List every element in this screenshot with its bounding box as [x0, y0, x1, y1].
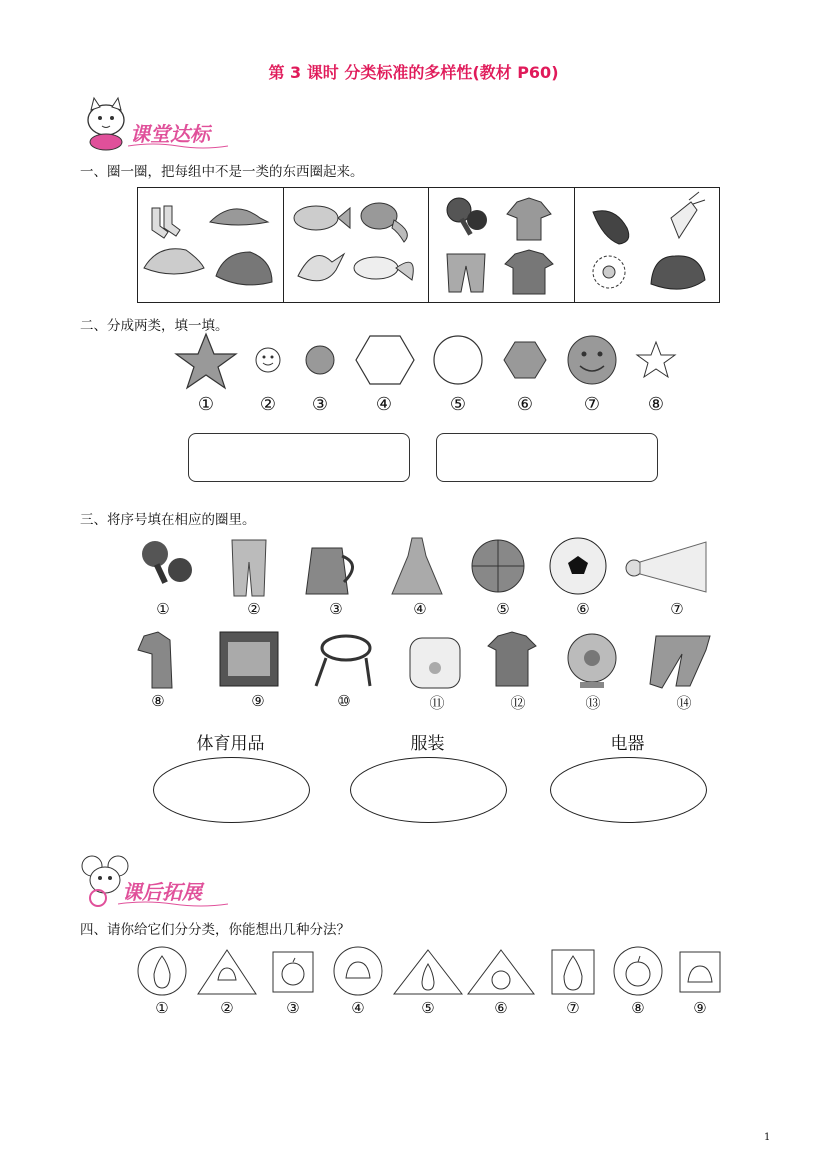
item-number: ②	[247, 600, 261, 618]
star-large-shape[interactable]	[176, 334, 236, 388]
fruit-number: ⑧	[631, 999, 645, 1017]
pants-icon[interactable]	[447, 254, 485, 292]
radish-icon[interactable]	[671, 192, 705, 238]
basketball-icon[interactable]	[472, 540, 524, 592]
fruit-number: ⑦	[566, 999, 580, 1017]
category-label-appliances: 电器	[610, 734, 645, 754]
fruit-number: ⑤	[421, 999, 435, 1017]
q4-fruit-shapes	[130, 944, 730, 1000]
tshirt-icon[interactable]	[505, 250, 553, 294]
q1-group-1	[138, 188, 284, 302]
question-4: 四、请你给它们分分类，你能想出几种分法？	[80, 922, 350, 938]
question-3: 三、将序号填在相应的圈里。	[80, 512, 256, 528]
fish-icon[interactable]	[294, 206, 350, 230]
smiley-large-shape[interactable]	[568, 336, 616, 384]
item-number: ⑨	[251, 692, 265, 710]
sweater-icon[interactable]	[507, 198, 551, 240]
q1-group-4	[575, 188, 720, 302]
shape-number: ⑥	[516, 394, 534, 415]
shape-number: ⑤	[449, 394, 467, 415]
soccer-ball-icon[interactable]	[550, 538, 606, 594]
dove-icon[interactable]	[298, 254, 344, 281]
shape-number: ④	[375, 394, 393, 415]
item-number: ⑤	[496, 600, 510, 618]
q3-row-1-pictures	[130, 534, 720, 604]
cabbage-icon[interactable]	[651, 256, 705, 289]
q1-group-2	[284, 188, 430, 302]
rice-cooker-icon[interactable]	[410, 638, 460, 688]
shape-number: ⑦	[583, 394, 601, 415]
q1-group-3	[429, 188, 575, 302]
category-label-clothing: 服装	[410, 734, 445, 754]
item-number: ①	[156, 600, 170, 618]
hexagon-small-gray-shape[interactable]	[504, 342, 546, 378]
socks-icon[interactable]	[152, 206, 180, 238]
pants-icon[interactable]	[650, 636, 710, 688]
page-number: 1	[764, 1132, 771, 1143]
heater-icon[interactable]	[220, 632, 278, 686]
category-label-sports: 体育用品	[196, 734, 265, 754]
hexagon-large-shape[interactable]	[356, 336, 414, 384]
section-header-classroom	[78, 96, 228, 152]
item-number: ⑪	[429, 694, 445, 712]
fruit-number: ④	[351, 999, 365, 1017]
jump-rope-icon[interactable]	[316, 636, 370, 686]
fruit-number: ⑨	[693, 999, 707, 1017]
fruit-number: ①	[155, 999, 169, 1017]
answer-oval-appliances[interactable]	[550, 757, 707, 823]
decorative-underline	[118, 900, 228, 908]
goldfish-icon[interactable]	[361, 203, 407, 242]
decorative-underline	[128, 142, 228, 150]
eggplant-icon[interactable]	[593, 211, 629, 244]
pear-in-triangle-icon[interactable]	[394, 950, 462, 994]
pear-in-circle-icon[interactable]	[138, 947, 186, 995]
item-number: ③	[329, 600, 343, 618]
item-number: ⑩	[337, 692, 351, 710]
answer-box-1[interactable]	[188, 433, 410, 482]
answer-box-2[interactable]	[436, 433, 658, 482]
tshirt-icon[interactable]	[488, 632, 536, 686]
section-label: 课堂达标	[130, 122, 210, 146]
pants-icon[interactable]	[232, 540, 266, 596]
dress-icon[interactable]	[392, 538, 442, 594]
cap-icon[interactable]	[210, 209, 268, 225]
page-title: 第 3 课时 分类标准的多样性(教材 P60)	[268, 63, 559, 82]
kettle-icon[interactable]	[306, 548, 353, 594]
star-small-shape[interactable]	[637, 342, 675, 377]
sweater-icon[interactable]	[138, 632, 172, 688]
goldfish-icon[interactable]	[354, 257, 413, 280]
shape-number: ①	[197, 394, 215, 415]
item-number: ⑧	[151, 692, 165, 710]
fruit-number: ⑥	[494, 999, 508, 1017]
item-number: ⑭	[676, 694, 692, 712]
circle-small-gray-shape[interactable]	[306, 346, 334, 374]
peach-in-circle-icon[interactable]	[334, 947, 382, 995]
answer-oval-clothing[interactable]	[350, 757, 507, 823]
question-2: 二、分成两类，填一填。	[80, 318, 229, 334]
shape-number: ③	[311, 394, 329, 415]
shape-number: ⑧	[647, 394, 665, 415]
apple-in-triangle-icon[interactable]	[468, 950, 534, 994]
pingpong-paddle-icon[interactable]	[447, 198, 487, 236]
chrysanthemum-icon[interactable]	[593, 256, 625, 288]
q2-shapes	[170, 330, 690, 390]
cap-icon[interactable]	[144, 249, 204, 274]
shape-number: ②	[259, 394, 277, 415]
apple-in-circle-icon[interactable]	[614, 947, 662, 995]
q3-row-2-pictures	[130, 628, 720, 694]
item-number: ⑥	[576, 600, 590, 618]
item-number: ⑫	[510, 694, 526, 712]
pingpong-paddle-icon[interactable]	[142, 541, 192, 584]
fruit-number: ③	[286, 999, 300, 1017]
smiley-small-shape[interactable]	[256, 348, 280, 372]
circle-large-white-shape[interactable]	[434, 336, 482, 384]
question-1: 一、圈一圈，把每组中不是一类的东西圈起来。	[80, 164, 364, 180]
fruit-number: ②	[220, 999, 234, 1017]
item-number: ⑦	[670, 600, 684, 618]
section-header-extension	[78, 852, 228, 908]
fan-icon[interactable]	[568, 634, 616, 688]
pear-in-square-icon[interactable]	[552, 950, 594, 994]
shuttlecock-icon[interactable]	[626, 542, 706, 592]
peach-in-square-icon[interactable]	[680, 952, 720, 992]
answer-oval-sports[interactable]	[153, 757, 310, 823]
apple-in-square-icon[interactable]	[273, 952, 313, 992]
cap-icon[interactable]	[216, 252, 272, 285]
item-number: ⑬	[585, 694, 601, 712]
section-label: 课后拓展	[122, 880, 202, 904]
q1-picture-grid	[137, 187, 720, 303]
peach-in-triangle-icon[interactable]	[198, 950, 256, 994]
item-number: ④	[413, 600, 427, 618]
